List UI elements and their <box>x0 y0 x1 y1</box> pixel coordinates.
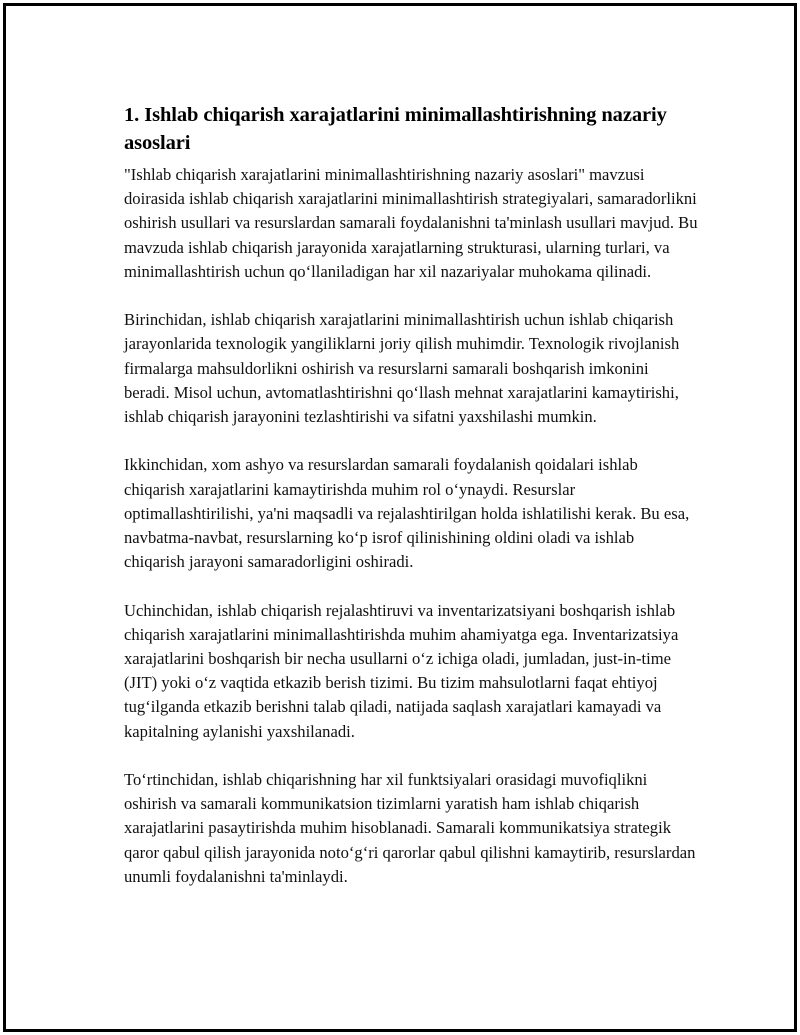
paragraph-fourth: Toʻrtinchidan, ishlab chiqarishning har xil funktsiyalari orasidagi muvofiqlikni oshirish va samarali kommunikatsion tizimlarni yaratish ham ishlab chiqarish xarajatlarini pasaytirishda muhim hisoblanadi. Samarali kommunikatsiya strategik qaror qabul qilish jarayonida notoʻgʻri qarorlar qabul qilishni kamaytirib, resurslardan unumli foydalanishni ta'minlaydi. <box>124 770 696 886</box>
page-frame <box>3 3 797 1032</box>
document-body <box>124 101 698 913</box>
paragraph-intro: "Ishlab chiqarish xarajatlarini minimallashtirishning nazariy asoslari" mavzusi doirasida ishlab chiqarish xarajatlarini minimallashtirish strategiyalari, samaradorlikni oshirish usullari va resurslardan samarali foydalanishni ta'minlash usullari mavjud. Bu mavzuda ishlab chiqarish jarayonida xarajatlarning strukturasi, ularning turlari, va minimallashtirish uchun qoʻllaniladigan har xil nazariyalar muhokama qilinadi. <box>124 165 698 281</box>
paragraph-second: Ikkinchidan, xom ashyo va resurslardan samarali foydalanish qoidalari ishlab chiqarish xarajatlarini kamaytirishda muhim rol oʻynaydi. Resurslar optimallashtirilishi, ya'ni maqsadli va rejalashtirilgan holda ishlatilishi kerak. Bu esa, navbatma-navbat, resurslarning koʻp isrof qilinishining oldini oladi va ishlab chiqarish jarayoni samaradorligini oshiradi. <box>124 455 690 572</box>
paragraph-first: Birinchidan, ishlab chiqarish xarajatlarini minimallashtirish uchun ishlab chiqarish jarayonlarida texnologik yangiliklarni joriy qilish muhimdir. Texnologik rivojlanish firmalarga mahsuldorlikni oshirish va resurslarni samarali boshqarish imkonini beradi. Misol uchun, avtomatlashtirishni qoʻllash mehnat xarajatlarini kamaytirishi, ishlab chiqarish jarayonini tezlashtirishi va sifatni yaxshilashi mumkin. <box>124 310 680 427</box>
paragraph-third: Uchinchidan, ishlab chiqarish rejalashtiruvi va inventarizatsiyani boshqarish ishlab chiqarish xarajatlarini minimallashtirishda muhim ahamiyatga ega. Inventarizatsiya xarajatlarini boshqarish bir necha usullarni oʻz ichiga oladi, jumladan, just-in-time (JIT) yoki oʻz vaqtida etkazib berish tizimi. Bu tizim mahsulotlarni faqat ehtiyoj tugʻilganda etkazib berishni talab qiladi, natijada saqlash xarajatlari kamayadi va kapitalning aylanishi yaxshilanadi. <box>124 600 679 741</box>
section-heading: 1. Ishlab chiqarish xarajatlarini minimallashtirishning nazariy asoslari <box>124 104 667 154</box>
